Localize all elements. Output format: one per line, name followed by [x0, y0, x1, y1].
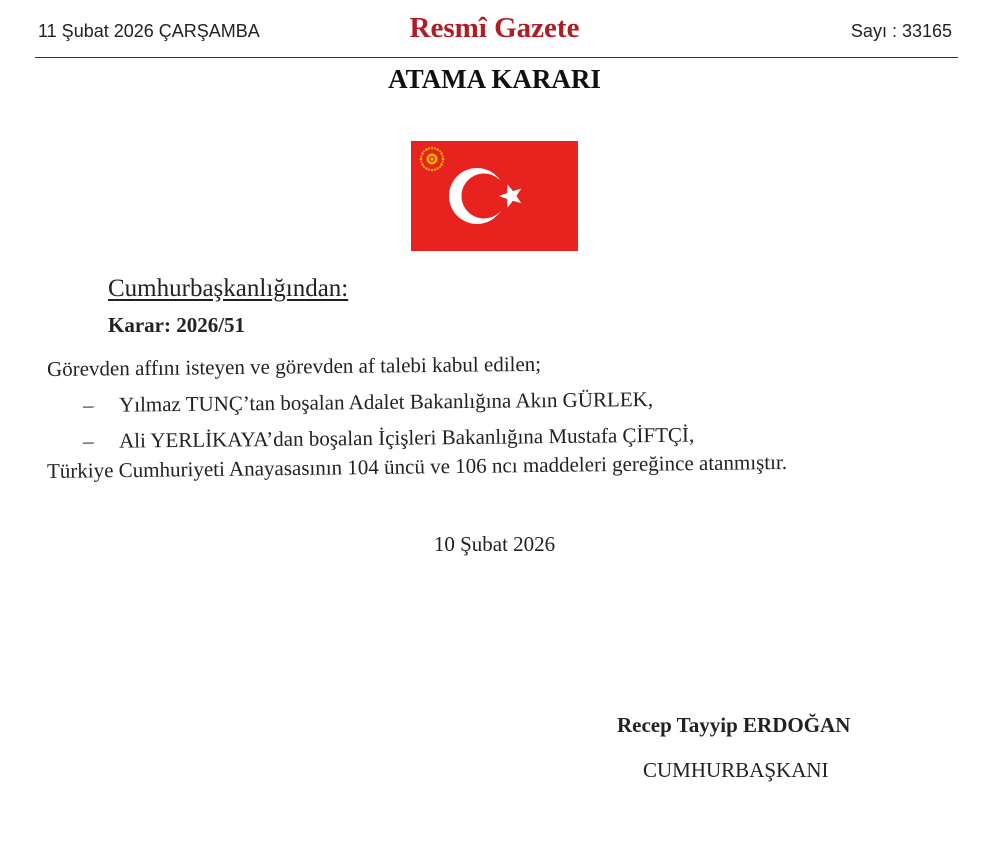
issuer-heading: Cumhurbaşkanlığından: — [108, 275, 349, 302]
intro-paragraph: Görevden affını isteyen ve görevden af talebi kabul edilen; — [46, 351, 542, 381]
decision-number: Karar: 2026/51 — [108, 313, 246, 337]
list-item-text: Yılmaz TUNÇ’tan boşalan Adalet Bakanlığına Akın GÜRLEK, — [118, 387, 654, 417]
closing-paragraph: Türkiye Cumhuriyeti Anayasasının 104 üncü ve 106 ncı maddeleri gereğince atanmıştır. — [46, 449, 788, 483]
list-item — [83, 387, 653, 418]
signer-name: Recep Tayyip ERDOĞAN — [617, 713, 851, 737]
list-dash: – — [82, 392, 94, 417]
list-item-text: Ali YERLİKAYA’dan boşalan İçişleri Bakanlığına Mustafa ÇİFTÇİ, — [118, 422, 695, 453]
signer-title: CUMHURBAŞKANI — [643, 758, 829, 782]
list-dash: – — [82, 428, 94, 453]
decision-date: 10 Şubat 2026 — [433, 532, 556, 556]
newspaper-title: Resmî Gazete — [409, 12, 580, 44]
document-title: ATAMA KARARI — [388, 64, 601, 94]
list-item — [83, 423, 694, 454]
issue-number: Sayı : 33165 — [850, 21, 952, 41]
flag-icon — [411, 141, 578, 251]
header-date: 11 Şubat 2026 ÇARŞAMBA — [38, 21, 260, 41]
header-divider — [35, 57, 958, 58]
